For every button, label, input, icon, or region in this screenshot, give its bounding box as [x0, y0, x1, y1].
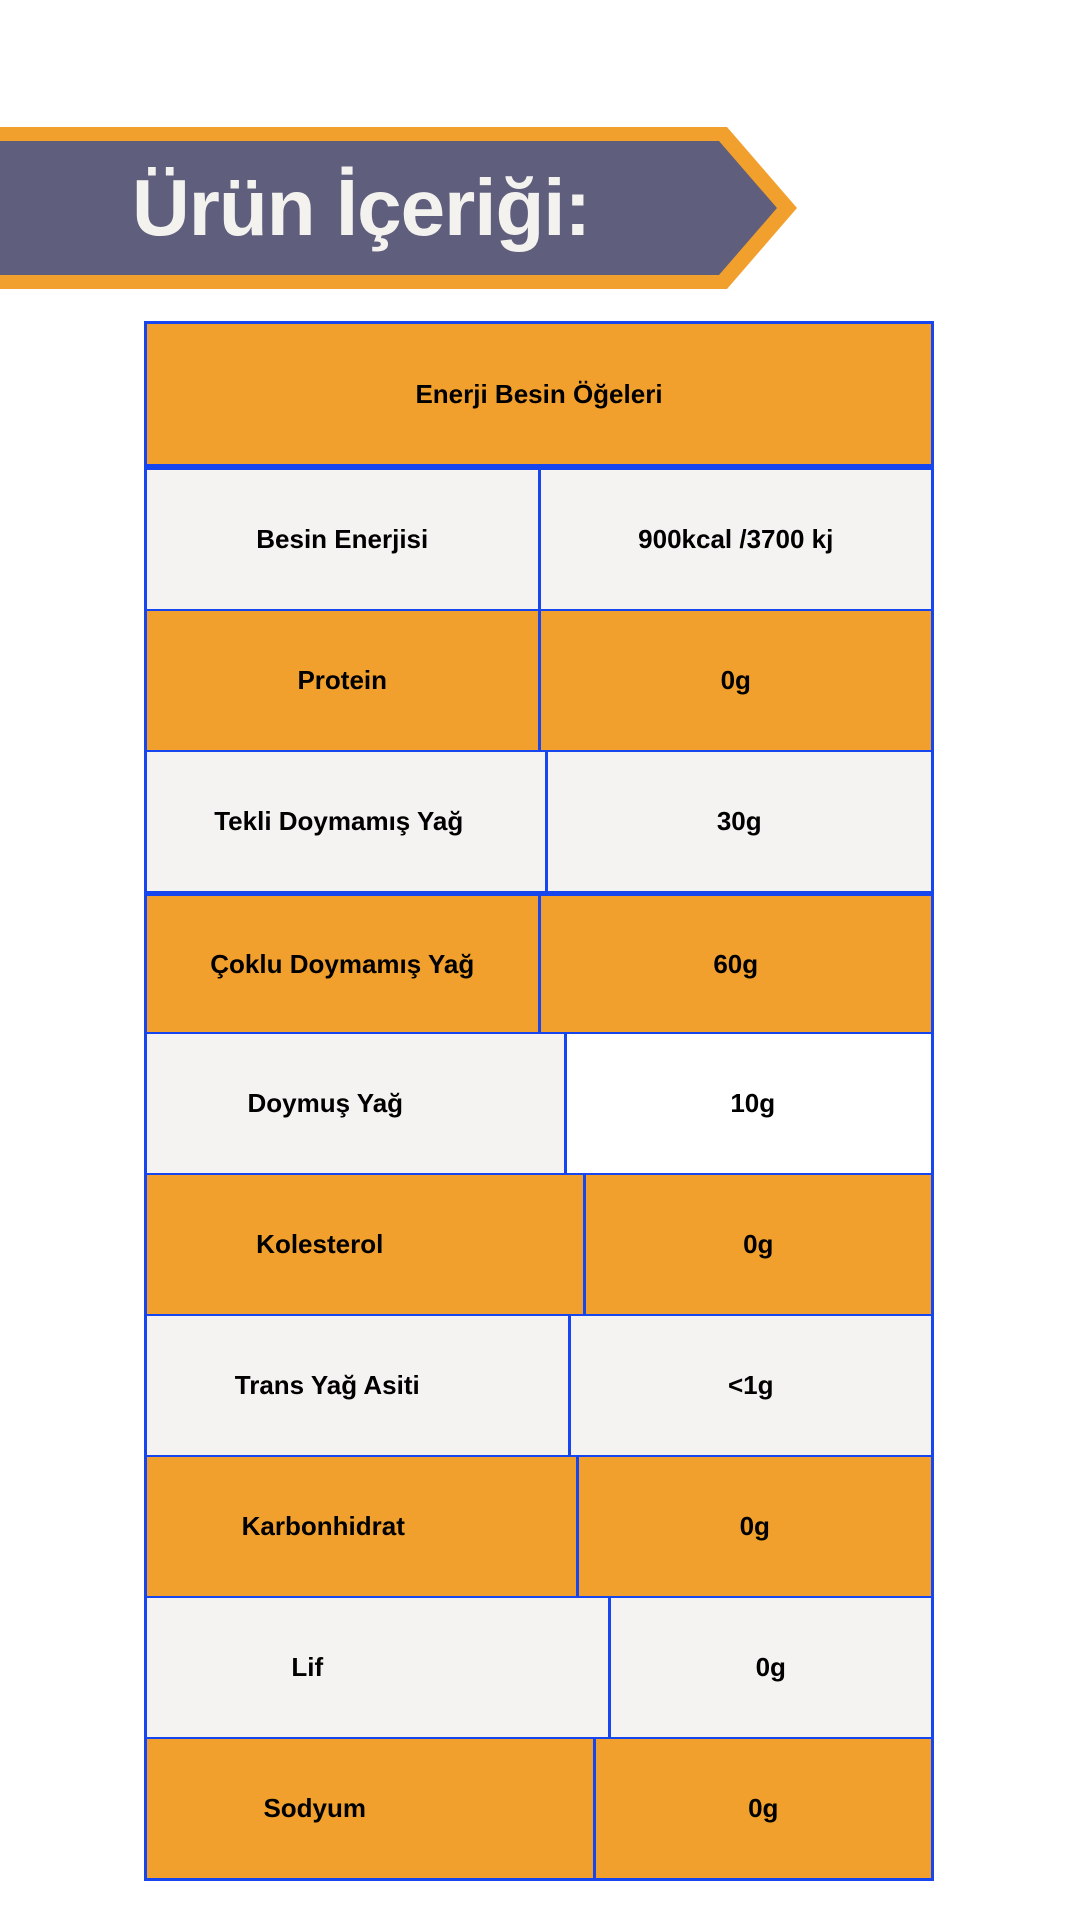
table-row: [147, 1596, 931, 1737]
table-row: [147, 609, 931, 750]
table-row: [147, 1314, 931, 1455]
table-row: [147, 891, 931, 1032]
table-header: Enerji Besin Öğeleri: [147, 324, 931, 468]
nutrient-value: 60g: [541, 896, 932, 1032]
nutrient-name: Besin Enerjisi: [147, 470, 541, 609]
table-row: [147, 1737, 931, 1878]
nutrient-value: 10g: [567, 1034, 932, 1173]
nutrition-table: [144, 321, 934, 1881]
nutrient-value: <1g: [571, 1316, 932, 1455]
nutrient-name: Tekli Doymamış Yağ: [147, 752, 548, 891]
table-row: [147, 750, 931, 891]
table-row: [147, 468, 931, 609]
nutrient-value: 0g: [579, 1457, 932, 1596]
table-row: [147, 1032, 931, 1173]
table-row: [147, 1455, 931, 1596]
nutrient-name: Protein: [147, 611, 541, 750]
nutrient-value: 0g: [596, 1739, 932, 1878]
table-row: [147, 1173, 931, 1314]
nutrient-name: Çoklu Doymamış Yağ: [147, 896, 541, 1032]
nutrient-name: Karbonhidrat: [147, 1457, 579, 1596]
nutrient-name: Trans Yağ Asiti: [147, 1316, 571, 1455]
nutrient-value: 30g: [548, 752, 932, 891]
nutrient-name: Doymuş Yağ: [147, 1034, 567, 1173]
nutrient-value: 0g: [611, 1598, 932, 1737]
nutrient-value: 0g: [586, 1175, 932, 1314]
nutrient-name: Kolesterol: [147, 1175, 586, 1314]
nutrient-name: Sodyum: [147, 1739, 596, 1878]
page-title: Ürün İçeriği:: [132, 163, 591, 252]
nutrient-value: 0g: [541, 611, 932, 750]
nutrient-name: Lif: [147, 1598, 611, 1737]
nutrient-value: 900kcal /3700 kj: [541, 470, 932, 609]
